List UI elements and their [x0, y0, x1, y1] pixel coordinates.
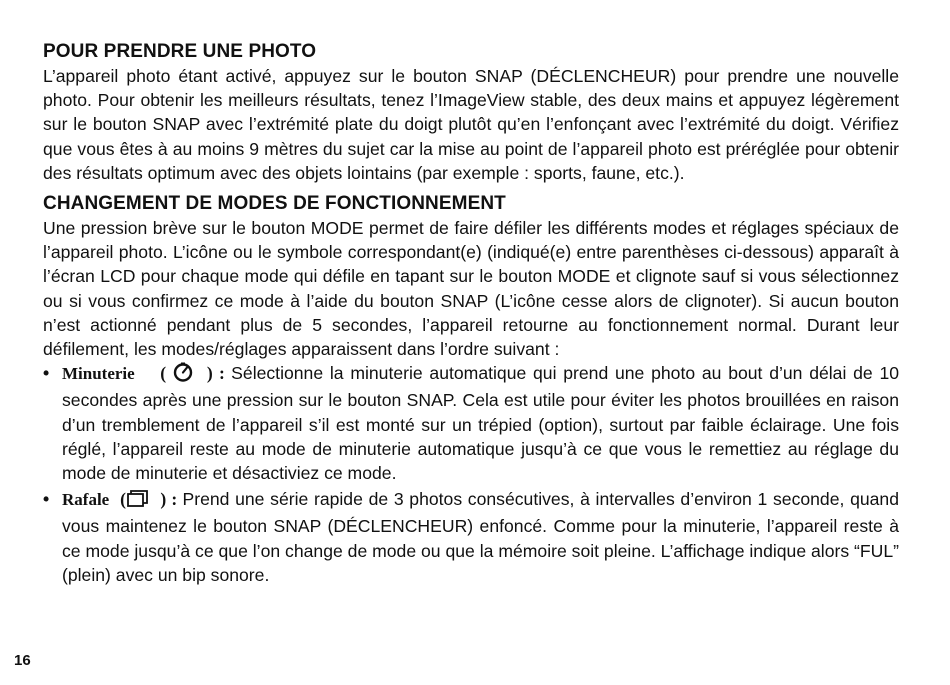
timer-icon — [172, 362, 194, 388]
section-paragraph: L’appareil photo étant activé, appuyez sur le bouton SNAP (DÉCLENCHEUR) pour prendre une nouvelle photo. Pour obtenir les meilleurs résultats, tenez l’ImageView stable, des deux mains et appuyez légèrement sur le bouton SNAP avec l’extrémité plate du doigt plutôt qu’en l’enfonçant avec l’extrémité du doigt. Vérifiez que vous êtes à au moins 9 mètres du sujet car la mise au point de l’appareil photo est préréglée pour obtenir des résultats optimum avec des objets lointains (par exemple : sports, faune, etc.). — [43, 66, 899, 183]
mode-description: Sélectionne la minuterie automatique qui prend une photo au bout d’un délai de 10 secondes après une pression sur le bouton SNAP. Cela est utile pour éviter les photos brouillées en raison d’un tremblement de l’appareil s’il est monté sur un trépied (option), surtout par faible éclairage. Une fois réglé, l’appareil reste au mode de minuterie automatique jusqu’à ce que vous le remettiez au réglage du mode de minuterie et désactiviez ce mode. — [62, 363, 900, 484]
bullet: • — [43, 489, 50, 510]
mode-term: Rafale — [62, 490, 110, 510]
list-item-burst: • Rafale ( ) : Prend une série rapide de 3 photos consécutives, à intervalles d’environ 1 seconde, quand vous maintenez le bouton SNAP (DÉCLENCHEUR) enfoncé. Comme pour la minuterie, l’appareil reste à ce mode jusqu’à ce que l’on change de mode ou que la mémoire soit pleine. L’affichage indique alors “FUL” (plein) avec un bip sonore. — [43, 489, 899, 585]
burst-icon — [126, 488, 150, 514]
mode-term: Minuterie — [62, 364, 135, 384]
section-changing-modes — [43, 192, 899, 587]
page-number: 16 — [14, 652, 31, 669]
list-item-timer: • Minuterie ( ) : Sélectionne la minuterie automatique qui prend une photo au bout d’un délai de 10 secondes après une pression sur le bouton SNAP. Cela est utile pour éviter les photos brouillées en raison d’un tremblement de l’appareil s’il est monté sur un trépied (option), surtout par faible éclairage. Une fois réglé, l’appareil reste au mode de minuterie automatique jusqu’à ce que vous le remettiez au réglage du mode de minuterie et désactiviez ce mode. — [43, 363, 900, 484]
section-heading: CHANGEMENT DE MODES DE FONCTIONNEMENT — [43, 193, 506, 215]
mode-description: Prend une série rapide de 3 photos consécutives, à intervalles d’environ 1 seconde, quand vous maintenez le bouton SNAP (DÉCLENCHEUR) enfoncé. Comme pour la minuterie, l’appareil reste à ce mode jusqu’à ce que l’on change de mode ou que la mémoire soit pleine. L’affichage indique alors “FUL” (plein) avec un bip sonore. — [62, 489, 899, 585]
section-heading: POUR PRENDRE UNE PHOTO — [43, 41, 317, 62]
document-page — [43, 40, 899, 587]
section-taking-photo — [43, 40, 899, 185]
mode-list — [43, 361, 899, 587]
section-paragraph: Une pression brève sur le bouton MODE permet de faire défiler les différents modes et réglages spéciaux de l’appareil photo. L’icône ou le symbole correspondant(e) (indiqué(e) entre parenthèses ci-dessous) apparaît à l’écran LCD pour chaque mode qui défile en tapant sur le bouton MODE et clignote sauf si vous sélectionnez ou si vous confirmez ce mode à l’aide du bouton SNAP (L’icône cesse alors de clignoter). Si aucun bouton n’est actionné pendant plus de 5 secondes, l’appareil retourne au fonctionnement normal. Durant leur défilement, les modes/réglages apparaissent dans l’ordre suivant : — [43, 218, 899, 360]
bullet: • — [43, 363, 50, 384]
